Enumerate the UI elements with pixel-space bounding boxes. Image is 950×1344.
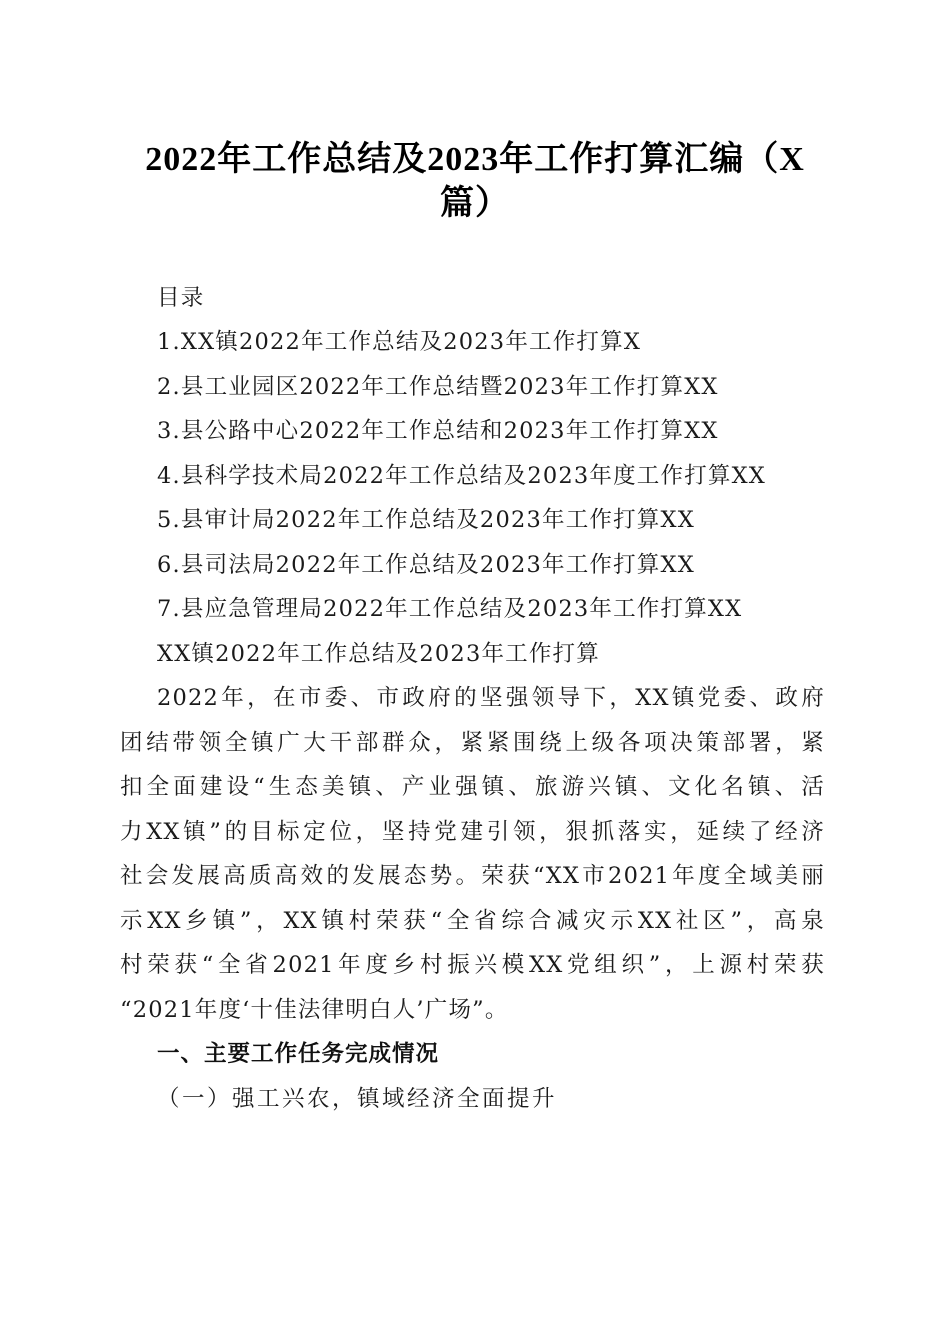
toc-item: 1.XX镇2022年工作总结及2023年工作打算X (157, 329, 642, 355)
toc-item: 5.县审计局2022年工作总结及2023年工作打算XX (157, 507, 695, 533)
toc-heading: 目录 (157, 285, 205, 311)
title-line-1: 2022年工作总结及2023年工作打算汇编（X (145, 141, 805, 178)
toc-item: 6.县司法局2022年工作总结及2023年工作打算XX (157, 552, 695, 578)
paragraph-line: 示XX乡镇”，XX镇村荣获“全省综合减灾示XX社区”，高泉 (120, 908, 825, 934)
paragraph-line: 2022年，在市委、市政府的坚强领导下，XX镇党委、政府 (157, 685, 825, 711)
toc-item: 3.县公路中心2022年工作总结和2023年工作打算XX (157, 418, 719, 444)
title-line-2: 篇） (440, 185, 510, 222)
paragraph-line: “2021年度‘十佳法律明白人’广场”。 (120, 997, 509, 1023)
paragraph-line: 力XX镇”的目标定位，坚持党建引领，狠抓落实，延续了经济 (120, 819, 825, 845)
heading-level-1: 一、主要工作任务完成情况 (157, 1041, 440, 1067)
toc-item: 2.县工业园区2022年工作总结暨2023年工作打算XX (157, 374, 719, 400)
section-title: XX镇2022年工作总结及2023年工作打算 (157, 641, 600, 667)
paragraph-line: 扣全面建设“生态美镇、产业强镇、旅游兴镇、文化名镇、活 (120, 774, 825, 800)
heading-level-2: （一）强工兴农，镇域经济全面提升 (157, 1086, 558, 1112)
paragraph-line: 村荣获“全省2021年度乡村振兴模XX党组织”，上源村荣获 (120, 952, 825, 978)
document-title (120, 138, 830, 226)
paragraph-line: 团结带领全镇广大干部群众，紧紧围绕上级各项决策部署，紧 (120, 730, 825, 756)
toc-item: 4.县科学技术局2022年工作总结及2023年度工作打算XX (157, 463, 767, 489)
toc-item: 7.县应急管理局2022年工作总结及2023年工作打算XX (157, 596, 743, 622)
paragraph-line: 社会发展高质高效的发展态势。荣获“XX市2021年度全域美丽 (120, 863, 825, 889)
